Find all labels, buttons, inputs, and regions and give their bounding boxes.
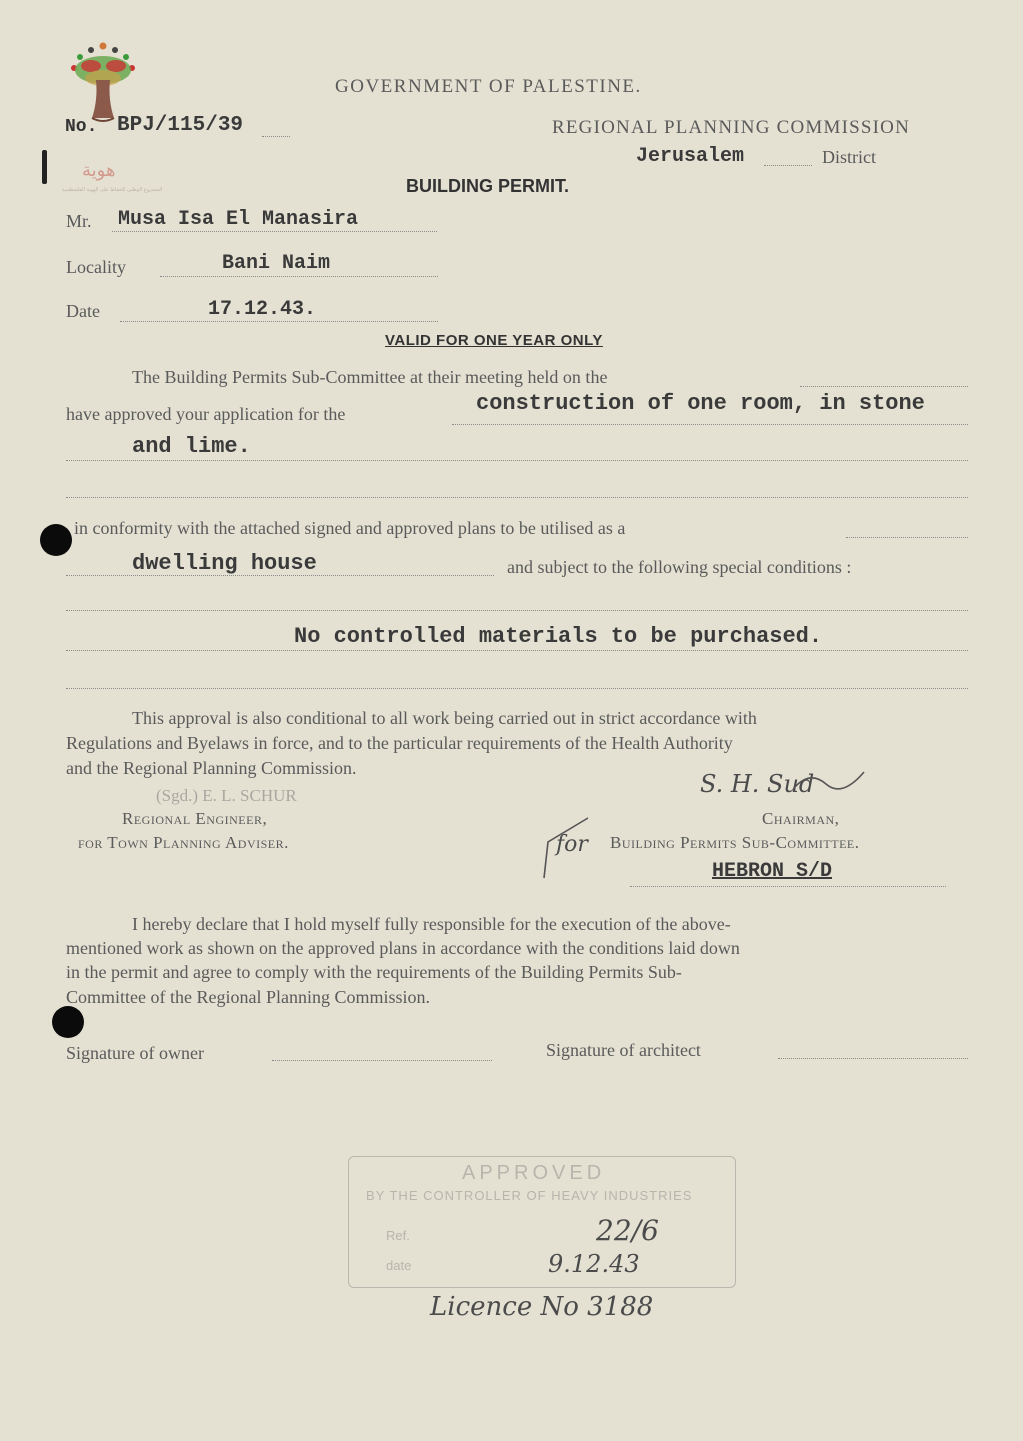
stamp-date-label: date xyxy=(386,1258,412,1273)
permit-title: BUILDING PERMIT. xyxy=(406,176,570,196)
district-value: Jerusalem xyxy=(636,145,745,168)
office-place: HEBRON S/D xyxy=(712,860,833,883)
office-place-dots xyxy=(630,886,946,887)
locality-label: Locality xyxy=(66,257,126,277)
declaration-line-3: in the permit and agree to comply with the requirements of the Building Permits Sub- xyxy=(66,962,682,982)
stamp-subtitle: BY THE CONTROLLER OF HEAVY INDUSTRIES xyxy=(366,1188,693,1203)
condition-dots-3 xyxy=(66,688,968,689)
regional-engineer-title: Regional Engineer, xyxy=(122,809,268,828)
approval-line-2: Regulations and Byelaws in force, and to the particular requirements of the Health Authority xyxy=(66,733,733,753)
mr-label: Mr. xyxy=(66,211,92,231)
town-planning-title: for Town Planning Adviser. xyxy=(78,833,289,852)
purpose-dots-2 xyxy=(66,460,968,461)
owner-signature-label: Signature of owner xyxy=(66,1043,204,1063)
body-line-2: have approved your application for the xyxy=(66,404,346,424)
regional-engineer-signature: (Sgd.) E. L. SCHUR xyxy=(156,786,297,805)
declaration-line-1: I hereby declare that I hold myself fully responsible for the execution of the above- xyxy=(132,914,731,934)
condition-dots-1 xyxy=(66,610,968,611)
purpose-line-1: construction of one room, in stone xyxy=(476,391,925,416)
permit-number-dots xyxy=(262,136,290,137)
stamp-ref-value: 22/6 xyxy=(596,1214,659,1247)
owner-signature-line xyxy=(272,1060,492,1061)
district-dots xyxy=(764,165,812,166)
for-mark: for xyxy=(556,832,588,857)
purpose-line-2: and lime. xyxy=(132,434,251,459)
special-condition: No controlled materials to be purchased. xyxy=(294,624,823,649)
licence-number: Licence No 3188 xyxy=(430,1292,654,1322)
approval-line-3: and the Regional Planning Commission. xyxy=(66,758,357,778)
architect-signature-line xyxy=(778,1058,968,1059)
locality-dots xyxy=(160,276,438,277)
chairman-title: Chairman, xyxy=(762,809,840,828)
condition-dots-2 xyxy=(66,650,968,651)
government-heading: GOVERNMENT OF PALESTINE. xyxy=(335,76,642,97)
stamp-date-value: 9.12.43 xyxy=(548,1250,640,1278)
body-line-1: The Building Permits Sub-Committee at their meeting held on the xyxy=(132,367,608,387)
permit-number-label: No. xyxy=(65,117,98,137)
sub-committee-title: Building Permits Sub-Committee. xyxy=(610,833,860,852)
stamp-ref-label: Ref. xyxy=(386,1228,410,1243)
logo-arabic-text: هوية xyxy=(82,160,116,181)
approval-line-1: This approval is also conditional to all work being carried out in strict accordance with xyxy=(132,708,757,728)
for-mark-stroke xyxy=(536,812,596,882)
chairman-signature-flourish xyxy=(790,766,870,796)
declaration-line-2: mentioned work as shown on the approved plans in accordance with the conditions laid down xyxy=(66,938,740,958)
building-use: dwelling house xyxy=(132,551,317,576)
use-dots-1 xyxy=(846,537,968,538)
chairman-signature: S. H. Sud xyxy=(700,770,815,798)
validity-note: VALID FOR ONE YEAR ONLY xyxy=(385,332,603,349)
punch-hole-top xyxy=(40,524,72,556)
purpose-dots-3 xyxy=(66,497,968,498)
use-dots-2 xyxy=(66,575,494,576)
body-line-4: and subject to the following special conditions : xyxy=(507,557,852,577)
permit-number: BPJ/115/39 xyxy=(117,114,244,137)
applicant-name: Musa Isa El Manasira xyxy=(118,208,359,231)
commission-heading: REGIONAL PLANNING COMMISSION xyxy=(552,117,911,138)
district-label: District xyxy=(822,147,876,167)
body-line-3: in conformity with the attached signed and approved plans to be utilised as a xyxy=(74,518,626,538)
purpose-dots-1 xyxy=(452,424,968,425)
date-value: 17.12.43. xyxy=(208,298,317,321)
punch-hole-bottom xyxy=(52,1006,84,1038)
date-dots xyxy=(120,321,438,322)
locality-value: Bani Naim xyxy=(222,252,331,275)
stamp-title: APPROVED xyxy=(462,1162,606,1184)
logo-small-text: المشروع الوطني للحفاظ على الهوية الفلسطينية xyxy=(62,187,163,193)
date-label: Date xyxy=(66,301,100,321)
architect-signature-label: Signature of architect xyxy=(546,1040,701,1060)
meeting-date-dots xyxy=(800,386,968,387)
applicant-dots xyxy=(112,231,437,232)
ink-mark xyxy=(42,150,47,184)
declaration-line-4: Committee of the Regional Planning Commission. xyxy=(66,987,430,1007)
